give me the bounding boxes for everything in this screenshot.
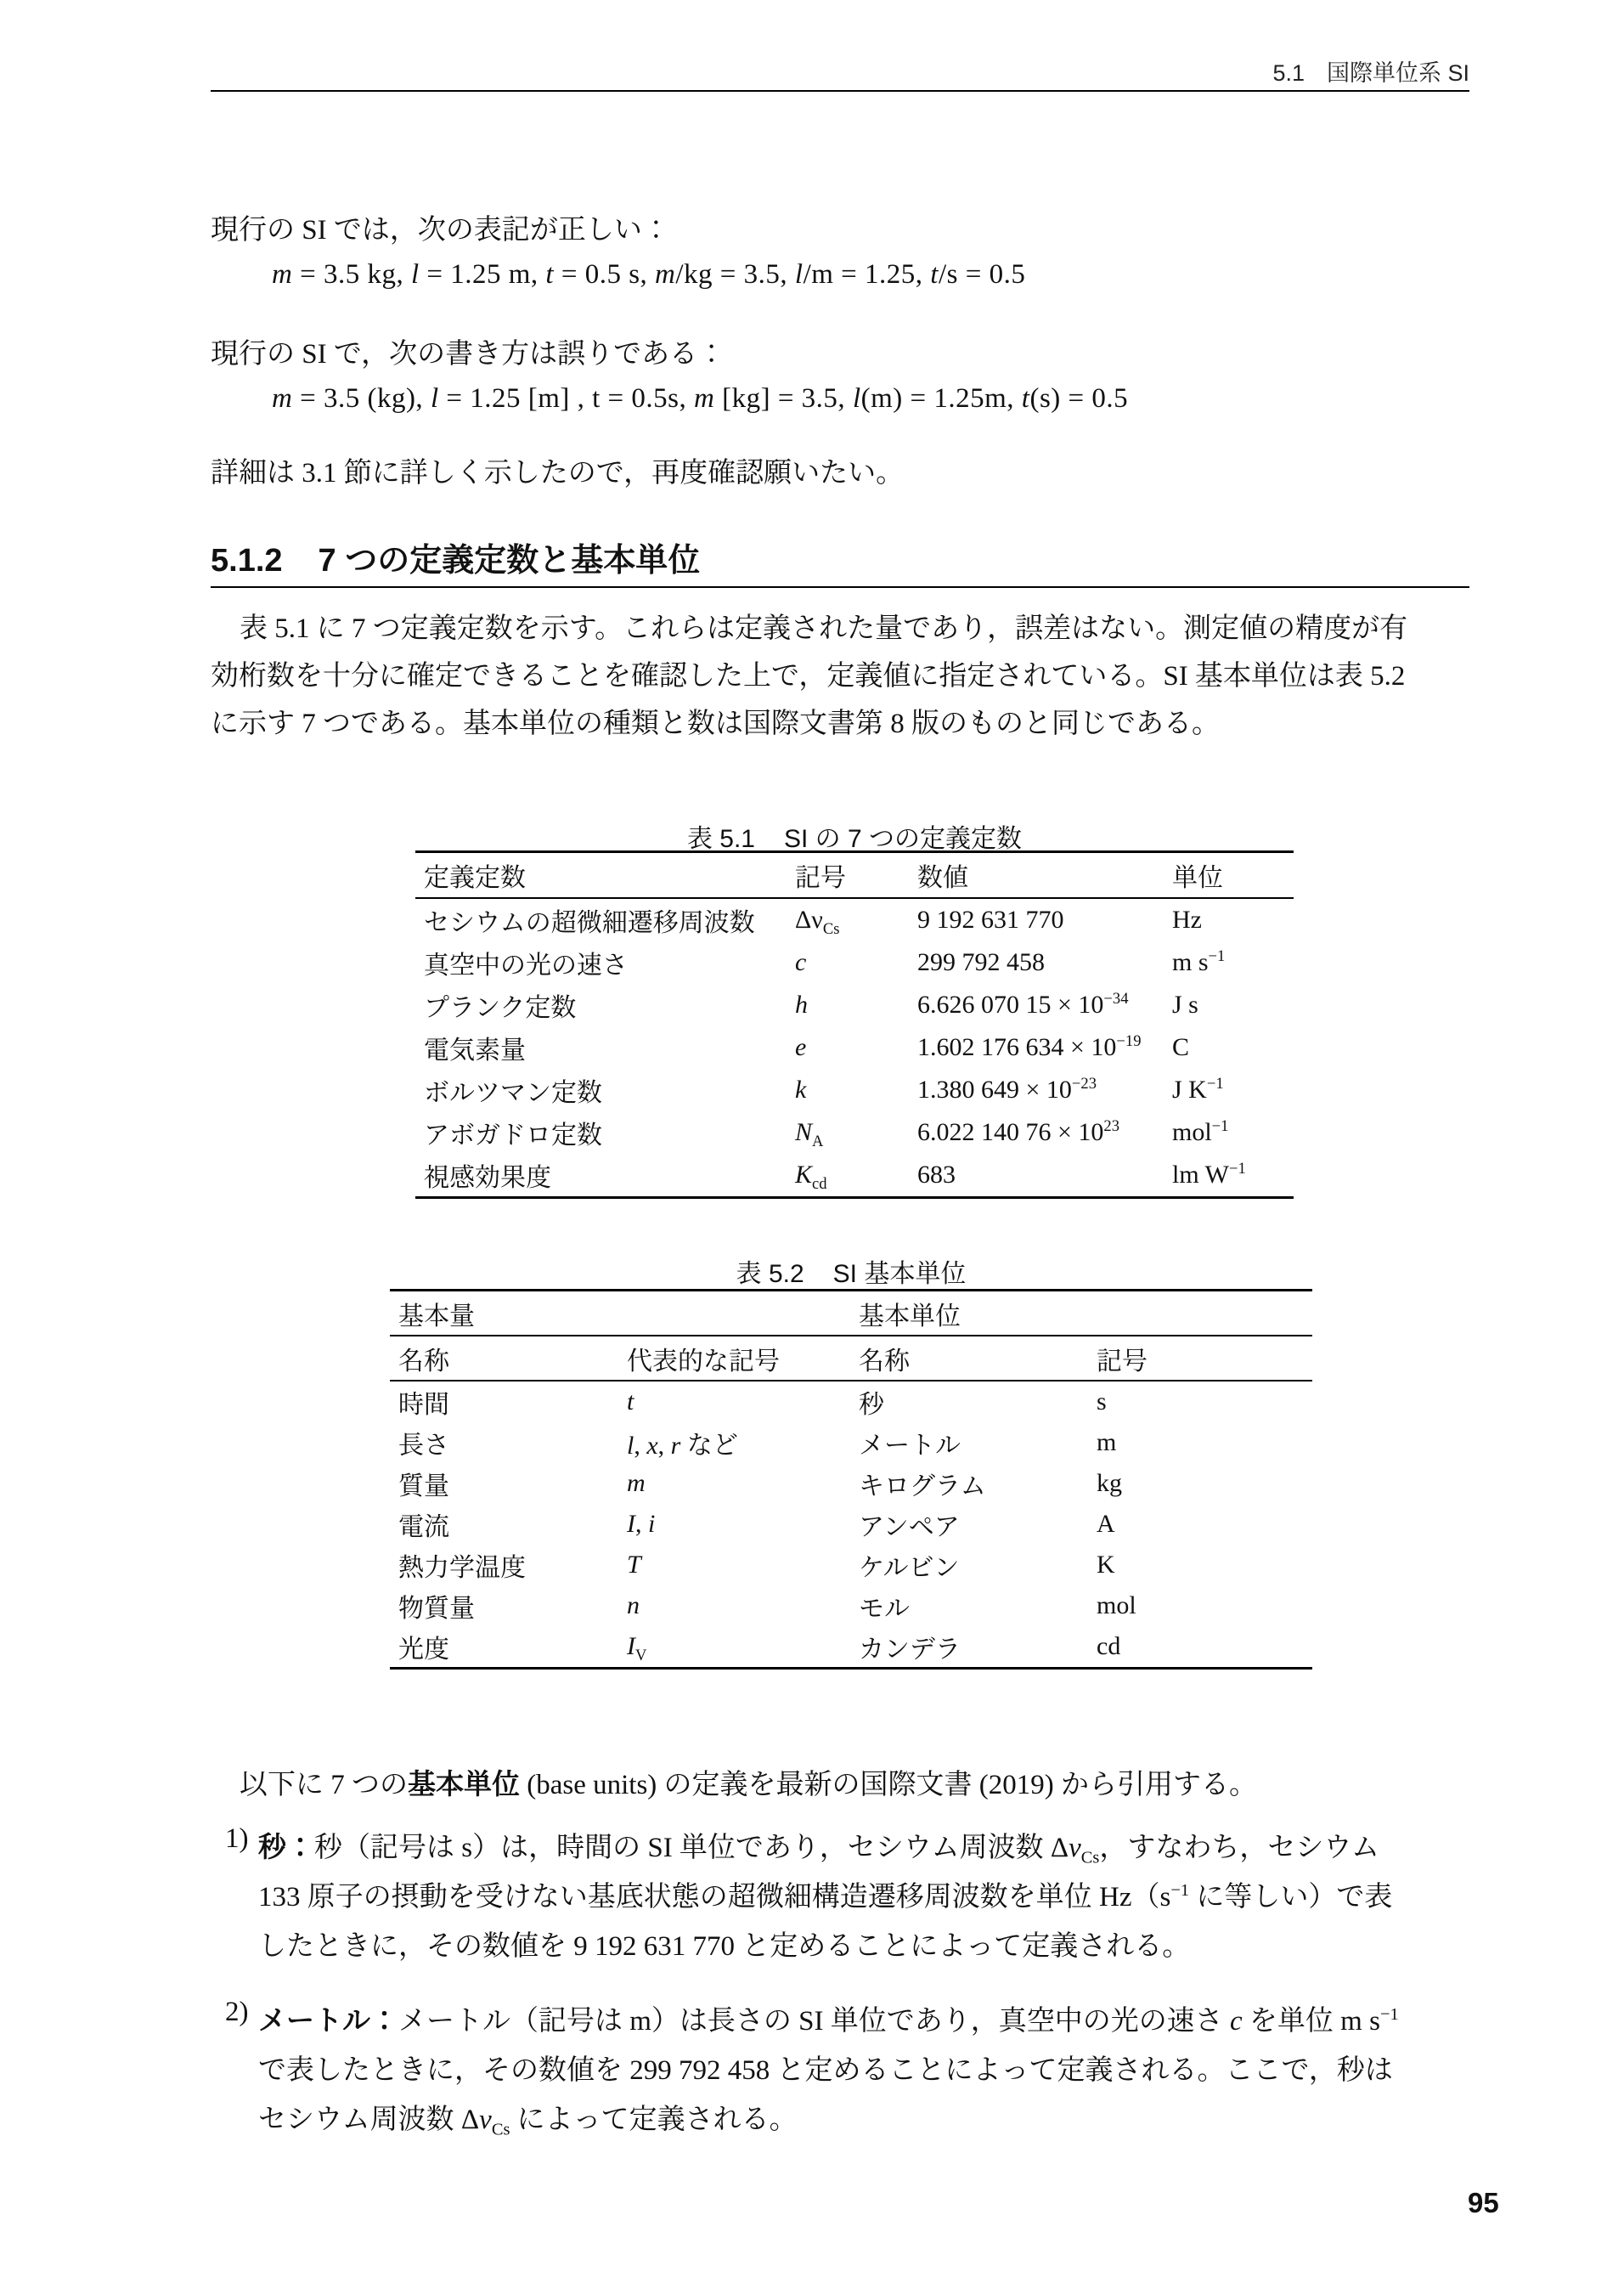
table-row (415, 1154, 1294, 1198)
table-5-2-caption-title: SI 基本単位 (832, 1260, 967, 1288)
table-cell: 6.626 070 $15 \times 10^{-34}$ (917, 990, 1129, 1019)
table-row (415, 898, 1294, 941)
paragraph-line: 効桁数を十分に確定できることを確認した上で，定義値に指定されている。SI 基本単位は表 5.2 (211, 661, 1406, 692)
table-cell: cd (1097, 1632, 1121, 1660)
running-head (211, 54, 1469, 88)
table-cell: $K_{cd}$ (795, 1161, 827, 1193)
table-cell: Hz (1172, 906, 1202, 934)
table-cell: I, i (627, 1510, 656, 1538)
table-row (390, 1626, 1312, 1669)
header-rule (211, 90, 1469, 92)
table-row (415, 1069, 1294, 1111)
table-cell: n (627, 1591, 640, 1619)
column-header: 名称 (390, 1336, 626, 1381)
table-cell: モル (859, 1595, 910, 1623)
table-row (415, 1026, 1294, 1069)
table-cell: c (795, 948, 807, 976)
table-row (390, 1463, 1312, 1504)
table-cell: プランク定数 (424, 994, 577, 1022)
table-cell: mol (1097, 1591, 1136, 1619)
wrong-notation-label: 現行の SI で，次の書き方は誤りである： (211, 339, 726, 370)
table-cell: アボガドロ定数 (424, 1122, 602, 1150)
table-row (390, 1585, 1312, 1626)
table-cell: 秒 (859, 1391, 884, 1419)
page-number: 95 (1468, 2187, 1499, 2218)
list-item-marker: 2) (225, 1997, 249, 2027)
section-number: 5.1.2 (211, 543, 283, 579)
column-header: 定義定数 (415, 852, 794, 899)
running-head-section-number: 5.1 (1272, 60, 1305, 86)
group-header: 基本単位 (858, 1291, 1312, 1336)
table-cell: 1.380 $649 \times 10^{-23}$ (917, 1075, 1097, 1104)
table-cell: 9 192 631 770 (917, 906, 1064, 934)
table-cell: J s (1172, 991, 1198, 1019)
paragraph-line: に示す 7 つである。基本単位の種類と数は国際文書第 8 版のものと同じである。 (211, 709, 1220, 739)
table-row (390, 1422, 1312, 1463)
list-item-marker: 1) (225, 1823, 249, 1854)
table-cell: 時間 (398, 1391, 449, 1419)
table-cell: 電気素量 (424, 1037, 526, 1065)
table-row (415, 1111, 1294, 1154)
table-cell: 熱力学温度 (398, 1554, 526, 1582)
item-line: メートル：メートル（記号は m）は長さの SI 単位であり，真空中の光の速さ c を単位 m $s^{-1}$ (258, 2005, 1399, 2037)
table-row (390, 1545, 1312, 1585)
table-cell: m $s^{-1}$ (1172, 947, 1226, 976)
table-5-1-caption (415, 817, 1294, 855)
table-header-row (390, 1336, 1312, 1381)
table-5-2-caption-label: 表 5.2 (736, 1260, 804, 1288)
table-cell: s (1097, 1387, 1107, 1415)
table-cell: ケルビン (859, 1554, 960, 1582)
table-cell: 6.022 140 $76 \times 10^{23}$ (917, 1117, 1120, 1146)
table-cell: セシウムの超微細遷移周波数 (424, 909, 755, 937)
section-title: 7 つの定義定数と基本単位 (318, 543, 701, 579)
table-cell: kg (1097, 1469, 1122, 1497)
item-line: で表したときに，その数値を 299 792 458 と定めることによって定義される。ここで，秒は (258, 2055, 1393, 2086)
table-cell: lm $W^{-1}$ (1172, 1160, 1246, 1189)
column-header: 名称 (858, 1336, 1096, 1381)
table-row (415, 984, 1294, 1026)
table-cell: 物質量 (398, 1595, 475, 1623)
table-cell: e (795, 1033, 807, 1061)
table-cell: カンデラ (859, 1636, 961, 1664)
table-cell: 視感効果度 (424, 1164, 551, 1192)
section-heading (211, 534, 1469, 580)
correct-notation-label: 現行の SI では，次の表記が正しい： (211, 215, 670, 246)
table-cell: 299 792 458 (917, 948, 1045, 976)
column-header: 記号 (794, 852, 916, 899)
section-heading-rule (211, 586, 1469, 588)
table-cell: T (627, 1551, 641, 1579)
table-cell: mol$^{-1}$ (1172, 1117, 1229, 1146)
table-cell: C (1172, 1033, 1190, 1061)
table-cell: 電流 (398, 1513, 449, 1541)
table-cell: 長さ (398, 1432, 449, 1460)
section-paragraph (211, 605, 1469, 748)
group-header: 基本量 (390, 1291, 858, 1336)
paragraph-line: 表 5.1 に 7 つ定義定数を示す。これらは定義された量であり，誤差はない。測定値の精度が有 (240, 613, 1408, 644)
table-5-1-caption-label: 表 5.1 (686, 825, 755, 853)
reference-note: 詳細は 3.1 節に詳しく示したので，再度確認願いたい。 (211, 458, 905, 489)
table-cell: 1.602 176 $634 \times 10^{-19}$ (917, 1032, 1142, 1061)
table-cell: 683 (917, 1161, 956, 1189)
table-cell: ボルツマン定数 (424, 1079, 602, 1107)
table-cell: $N_A$ (795, 1118, 824, 1150)
list-item-text (258, 1823, 1469, 1971)
table-5-2-caption (390, 1252, 1312, 1290)
list-item-text (258, 1997, 1469, 2144)
correct-notation-formula: m = 3.5 kg, l = 1.25 m, t = 0.5 s, m/kg = 3.5, l/m = 1.25, t/s = 0.5 (272, 259, 1026, 290)
item-line: 133 原子の摂動を受けない基底状態の超微細構造遷移周波数を単位 $Hz(s^{-1}$ に等しい）で表 (258, 1881, 1393, 1913)
item-line: セシウム周波数 $\Delta\nu_{Cs}$ によって定義される。 (258, 2105, 798, 2139)
table-cell: 光度 (398, 1636, 449, 1664)
running-head-title: 国際単位系 SI (1326, 60, 1469, 86)
item-line: したときに，その数値を 9 192 631 770 と定めることによって定義される。 (258, 1931, 1191, 1962)
table-row (390, 1504, 1312, 1545)
table-group-header-row (390, 1291, 1312, 1336)
column-header: 記号 (1096, 1336, 1312, 1381)
base-units-table (390, 1289, 1312, 1670)
table-cell: 質量 (398, 1472, 449, 1500)
item-line: 秒：秒（記号は s）は，時間の SI 単位であり，セシウム周波数 $\Delta\nu_{Cs}$，すなわち，セシウム (258, 1833, 1379, 1867)
table-cell: h (795, 991, 808, 1019)
table-header-row (415, 852, 1294, 899)
defining-constants-table (415, 850, 1294, 1199)
table-5-1-caption-title: SI の 7 つの定義定数 (784, 825, 1023, 853)
table-cell: J $K^{-1}$ (1172, 1075, 1224, 1104)
table-cell: m (1097, 1428, 1117, 1456)
column-header: 数値 (916, 852, 1171, 899)
table-row (390, 1381, 1312, 1422)
table-cell: メートル (859, 1432, 961, 1460)
table-cell: l, x, r など (627, 1432, 738, 1460)
table-cell: A (1097, 1510, 1115, 1538)
table-cell: k (795, 1076, 807, 1104)
column-header: 代表的な記号 (626, 1336, 858, 1381)
table-cell: t (627, 1387, 634, 1415)
table-cell: K (1097, 1551, 1115, 1579)
table-cell: アンペア (859, 1513, 960, 1541)
wrong-notation-formula: m = 3.5 (kg), l = 1.25 [m] , t = 0.5s, m [kg] = 3.5, l(m) = 1.25m, t(s) = 0.5 (272, 383, 1129, 414)
definitions-intro: 以下に 7 つの基本単位 (base units) の定義を最新の国際文書 (2019) から引用する。 (240, 1770, 1258, 1800)
column-header: 単位 (1171, 852, 1294, 899)
table-row (415, 941, 1294, 984)
table-cell: $I_V$ (627, 1632, 647, 1664)
table-cell: 真空中の光の速さ (424, 952, 628, 980)
table-cell: キログラム (859, 1472, 986, 1500)
table-cell: $\Delta\nu_{Cs}$ (795, 906, 840, 938)
table-cell: m (627, 1469, 646, 1497)
